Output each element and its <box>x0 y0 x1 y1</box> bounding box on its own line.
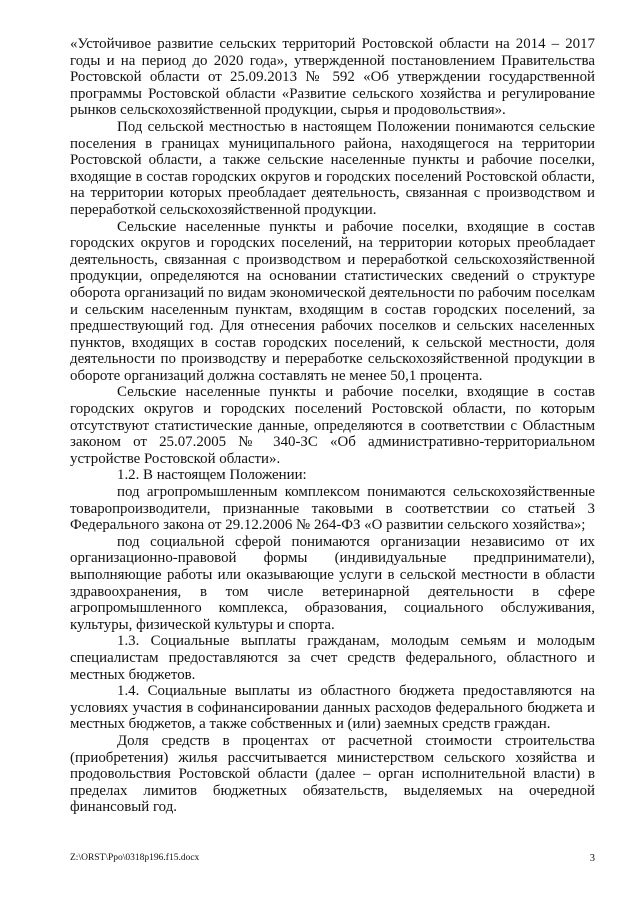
document-body <box>70 36 595 816</box>
paragraph-rural-settlements-criteria: Сельские населенные пункты и рабочие поселки, входящие в состав городских округов и городских поселений, на территории которых преобладает деятельность, связанная с производством и переработкой сельскохозяйственной продукции, определяются на основании статистических сведений о структуре оборота организаций по видам экономической деятельности по рабочим поселкам и сельским населенным пунктам, входящим в состав городских поселений, за предшествующий год. Для отнесения рабочих поселков и сельских населенных пунктов, входящих в состав городских поселений, к сельской местности, доля деятельности по производству и переработке сельскохозяйственной продукции в обороте организаций должна составлять не менее 50,1 процента. <box>70 218 595 384</box>
paragraph-section-1-4: 1.4. Социальные выплаты из областного бюджета предоставляются на условиях участия в софинансировании данных расходов федерального бюджета и местных бюджетов, а также собственных и (или) заемных средств граждан. <box>70 683 595 733</box>
paragraph-program-continuation: «Устойчивое развитие сельских территорий Ростовской области на 2014 – 2017 годы и на период до 2020 года», утвержденной постановлением Правительства Ростовской области от 25.09.2013 № 592 «Об утверждении государственной программы Ростовской области «Развитие сельского хозяйства и регулирование рынков сельскохозяйственной продукции, сырья и продовольствия». <box>70 36 595 119</box>
paragraph-rural-area-definition: Под сельской местностью в настоящем Положении понимаются сельские поселения в границах муниципального района, находящегося на территории Ростовской области, а также сельские населенные пункты и рабочие поселки, входящие в состав городских округов и городских поселений Ростовской области, на территории которых преобладает деятельность, связанная с производством и переработкой сельскохозяйственной продукции. <box>70 118 595 218</box>
page-number: 3 <box>589 853 595 864</box>
paragraph-agroindustrial-complex: под агропромышленным комплексом понимаются сельскохозяйственные товаропроизводители, признанные таковыми в соответствии со статьей 3 Федерального закона от 29.12.2006 № 264-ФЗ «О развитии сельского хозяйства»; <box>70 484 595 534</box>
footer-file-path: Z:\ORST\Ppo\0318p196.f15.docx <box>70 853 200 863</box>
paragraph-funding-share: Доля средств в процентах от расчетной стоимости строительства (приобретения) жилья рассчитывается министерством сельского хозяйства и продовольствия Ростовской области (далее – орган исполнительной власти) в пределах лимитов бюджетных обязательств, выделяемых на очередной финансовый год. <box>70 732 595 816</box>
paragraph-section-1-2: 1.2. В настоящем Положении: <box>117 467 307 484</box>
paragraph-settlements-without-statistics: Сельские населенные пункты и рабочие поселки, входящие в состав городских округов и городских поселений Ростовской области, по которым отсутствуют статистические данные, определяются в соответствии с Областным законом от 25.07.2005 № 340-ЗС «Об административно-территориальном устройстве Ростовской области». <box>70 384 595 467</box>
paragraph-social-sphere: под социальной сферой понимаются организации независимо от их организационно-правовой формы (индивидуальные предприниматели), выполняющие работы или оказывающие услуги в сельской местности в области здравоохранения, в том числе ветеринарной деятельности в сфере агропромышленного комплекса, образования, социального обслуживания, культуры, физической культуры и спорта. <box>70 533 595 633</box>
paragraph-section-1-3: 1.3. Социальные выплаты гражданам, молодым семьям и молодым специалистам предоставляются за счет средств федерального, областного и местных бюджетов. <box>70 633 595 683</box>
